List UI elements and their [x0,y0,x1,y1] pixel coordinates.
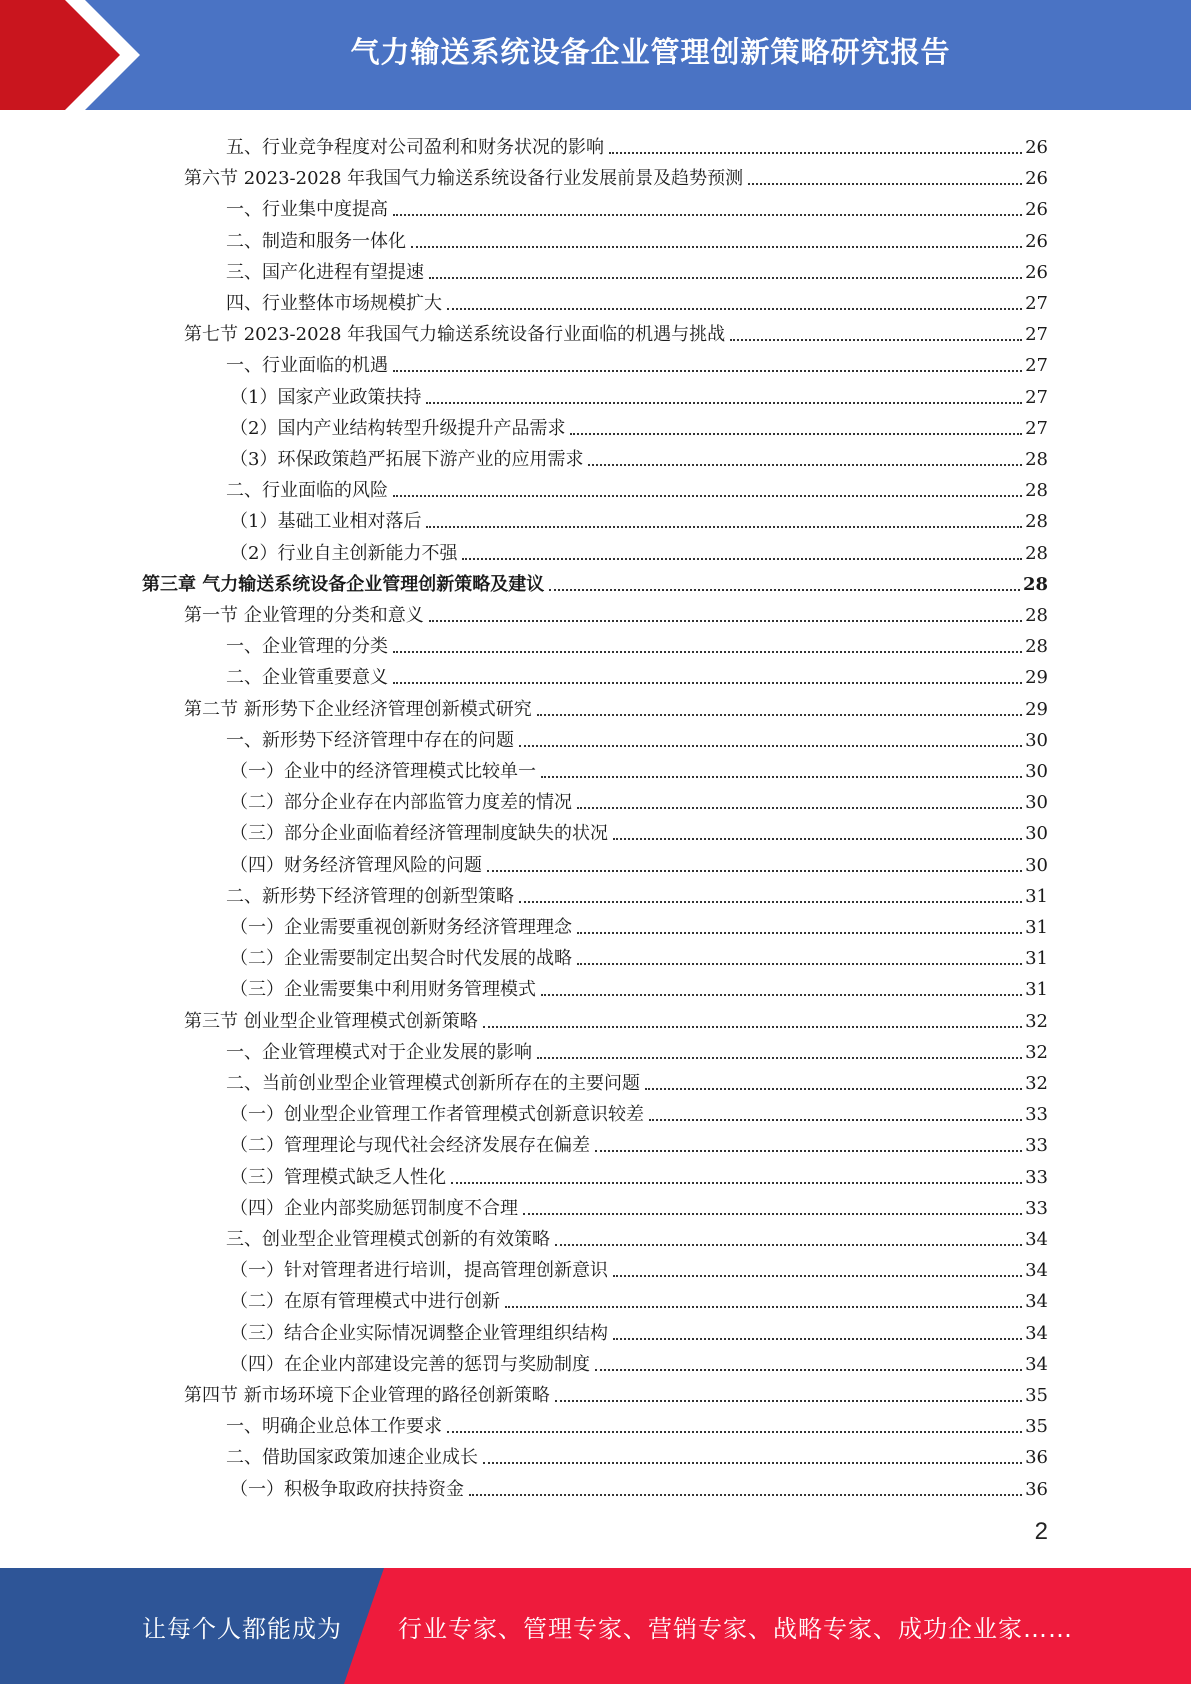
toc-entry-title: （二）管理理论与现代社会经济发展存在偏差 [230,1135,590,1157]
toc-entry-page: 29 [1025,667,1048,689]
toc-dot-leader [426,402,1022,404]
toc-dot-leader [588,464,1022,466]
toc-entry-page: 26 [1025,137,1048,158]
toc-entry-page: 34 [1025,1229,1048,1250]
toc-dot-leader [577,963,1022,965]
toc-entry-title: 第三章 气力输送系统设备企业管理创新策略及建议 [142,573,545,595]
toc-entry[interactable] [226,1033,1048,1064]
toc-entry[interactable] [230,502,1048,533]
toc-dot-leader [595,1369,1022,1371]
toc-entry[interactable] [230,970,1048,1001]
toc-dot-leader [613,838,1022,840]
toc-entry-title: 一、企业管理模式对于企业发展的影响 [226,1041,532,1063]
toc-entry-page: 27 [1025,293,1048,314]
toc-entry[interactable] [230,752,1048,783]
toc-entry[interactable] [226,1438,1048,1469]
toc-entry[interactable] [184,690,1048,721]
toc-dot-leader [555,1400,1022,1402]
toc-entry-title: （一）创业型企业管理工作者管理模式创新意识较差 [230,1104,644,1126]
toc-dot-leader [577,807,1022,809]
toc-entry-title: （2）行业自主创新能力不强 [230,542,458,564]
toc-entry-page: 33 [1025,1166,1048,1188]
toc-entry-title: 第六节 2023-2028 年我国气力输送系统设备行业发展前景及趋势预测 [184,168,744,190]
report-title: 气力输送系统设备企业管理创新策略研究报告 [350,34,951,69]
toc-entry[interactable] [184,315,1048,346]
toc-dot-leader [393,682,1022,684]
toc-entry-page: 33 [1025,1197,1048,1219]
toc-dot-leader [537,1057,1022,1059]
toc-entry-title: 二、借助国家政策加速企业成长 [226,1447,478,1469]
toc-entry[interactable] [226,627,1048,658]
toc-entry-page: 27 [1025,355,1048,377]
toc-entry-title: 第七节 2023-2028 年我国气力输送系统设备行业面临的机遇与挑战 [184,324,726,346]
toc-entry[interactable] [230,783,1048,814]
toc-dot-leader [555,1244,1022,1246]
toc-entry[interactable] [230,1126,1048,1157]
toc-entry-page: 31 [1025,979,1048,1001]
toc-dot-leader [549,589,1020,591]
toc-dot-leader [609,152,1022,154]
toc-entry-title: （三）部分企业面临着经济管理制度缺失的状况 [230,823,608,845]
toc-entry[interactable] [226,190,1048,221]
toc-entry-title: （一）企业中的经济管理模式比较单一 [230,761,536,782]
toc-entry-page: 36 [1025,1447,1048,1469]
footer-slogan-right: 行业专家、管理专家、营销专家、战略专家、成功企业家…… [398,1614,1073,1643]
toc-entry-page: 31 [1025,885,1048,907]
toc-dot-leader [393,370,1022,372]
toc-dot-leader [613,1275,1022,1277]
toc-entry-title: （四）企业内部奖励惩罚制度不合理 [230,1197,518,1219]
toc-entry-page: 35 [1025,1416,1048,1438]
toc-entry-page: 31 [1025,948,1048,970]
toc-entry[interactable] [226,1220,1048,1251]
toc-entry[interactable] [226,658,1048,689]
toc-entry[interactable] [230,908,1048,939]
toc-entry-title: 一、明确企业总体工作要求 [226,1416,442,1438]
toc-entry-page: 31 [1025,917,1048,938]
toc-entry-title: 二、制造和服务一体化 [226,230,406,252]
toc-entry-title: （2）国内产业结构转型升级提升产品需求 [230,417,566,439]
toc-entry-page: 28 [1025,605,1048,626]
toc-dot-leader [541,994,1022,996]
toc-entry-page: 28 [1025,449,1048,470]
toc-dot-leader [577,932,1022,934]
toc-entry[interactable] [226,253,1048,284]
toc-dot-leader [429,277,1022,279]
toc-entry[interactable] [230,409,1048,440]
red-arrow-decoration [0,0,160,110]
toc-entry-title: （一）企业需要重视创新财务经济管理理念 [230,917,572,938]
toc-dot-leader [519,901,1022,903]
toc-entry-page: 36 [1025,1478,1048,1500]
toc-entry-page: 26 [1025,230,1048,252]
toc-entry-title: 一、行业集中度提高 [226,199,388,221]
toc-entry[interactable] [226,222,1048,253]
toc-entry-page: 28 [1025,542,1048,564]
toc-entry[interactable] [230,1251,1048,1282]
toc-entry[interactable] [230,1282,1048,1313]
toc-entry-title: 第一节 企业管理的分类和意义 [184,605,424,626]
toc-dot-leader [519,745,1022,747]
toc-entry-page: 27 [1025,324,1048,346]
toc-entry-title: （3）环保政策趋严拓展下游产业的应用需求 [230,449,584,470]
toc-entry[interactable] [226,346,1048,377]
toc-entry[interactable] [226,128,1048,159]
toc-entry[interactable] [184,159,1048,190]
footer-slogan-left: 让每个人都能成为 [142,1614,342,1643]
toc-entry-title: 二、当前创业型企业管理模式创新所存在的主要问题 [226,1073,640,1094]
toc-entry-page: 26 [1025,199,1048,221]
toc-entry[interactable] [230,1345,1048,1376]
toc-entry-title: 四、行业整体市场规模扩大 [226,293,442,314]
toc-entry-title: （二）在原有管理模式中进行创新 [230,1291,500,1313]
toc-dot-leader [411,246,1022,248]
toc-entry-title: （一）针对管理者进行培训，提高管理创新意识 [230,1260,608,1282]
toc-dot-leader [483,1026,1022,1028]
toc-entry-page: 30 [1025,761,1048,782]
toc-entry-page: 32 [1025,1010,1048,1032]
toc-entry-page: 30 [1025,729,1048,751]
toc-dot-leader [447,1431,1022,1433]
toc-entry[interactable] [230,939,1048,970]
toc-entry[interactable] [230,1158,1048,1189]
toc-dot-leader [649,1119,1022,1121]
toc-entry-page: 34 [1025,1322,1048,1344]
toc-dot-leader [429,620,1022,622]
toc-dot-leader [447,308,1022,310]
toc-entry-title: （三）企业需要集中利用财务管理模式 [230,979,536,1001]
toc-entry[interactable] [230,1314,1048,1345]
toc-entry-page: 32 [1025,1041,1048,1063]
toc-entry[interactable] [230,534,1048,565]
toc-dot-leader [487,870,1022,872]
toc-dot-leader [505,1306,1022,1308]
toc-entry-title: （1）国家产业政策扶持 [230,386,422,408]
toc-dot-leader [462,558,1022,560]
toc-dot-leader [393,495,1022,497]
toc-entry[interactable] [226,1407,1048,1438]
toc-dot-leader [483,1462,1022,1464]
toc-entry-title: （一）积极争取政府扶持资金 [230,1478,464,1500]
toc-entry-title: 二、新形势下经济管理的创新型策略 [226,885,514,907]
toc-dot-leader [541,776,1022,778]
toc-entry[interactable] [226,284,1048,315]
toc-entry[interactable] [230,378,1048,409]
toc-entry-page: 34 [1025,1260,1048,1282]
toc-entry-title: 第四节 新市场环境下企业管理的路径创新策略 [184,1385,550,1406]
toc-entry-page: 35 [1025,1385,1048,1406]
toc-dot-leader [537,714,1022,716]
toc-entry-page: 30 [1025,854,1048,876]
toc-entry-page: 30 [1025,792,1048,814]
toc-entry-page: 28 [1025,511,1048,533]
toc-entry[interactable] [226,1064,1048,1095]
toc-dot-leader [469,1494,1022,1496]
toc-entry-title: 二、行业面临的风险 [226,480,388,502]
toc-dot-leader [426,526,1022,528]
toc-entry[interactable] [230,440,1048,471]
toc-dot-leader [595,1150,1022,1152]
toc-entry[interactable] [230,814,1048,845]
toc-entry[interactable] [184,1376,1048,1407]
toc-entry-title: （三）结合企业实际情况调整企业管理组织结构 [230,1322,608,1344]
toc-dot-leader [613,1338,1022,1340]
toc-dot-leader [393,214,1022,216]
toc-entry[interactable] [142,565,1048,596]
toc-entry-title: （三）管理模式缺乏人性化 [230,1166,446,1188]
toc-entry-title: （二）部分企业存在内部监管力度差的情况 [230,792,572,814]
toc-entry-page: 27 [1025,386,1048,408]
toc-entry[interactable] [230,1470,1048,1501]
toc-dot-leader [451,1182,1022,1184]
toc-dot-leader [748,183,1022,185]
toc-entry[interactable] [226,721,1048,752]
toc-entry-page: 26 [1025,261,1048,283]
page-number: 2 [1034,1518,1048,1545]
toc-entry[interactable] [226,877,1048,908]
toc-entry-title: （四）财务经济管理风险的问题 [230,854,482,876]
toc-entry-page: 33 [1025,1135,1048,1157]
toc-entry-title: 第三节 创业型企业管理模式创新策略 [184,1010,478,1032]
toc-entry-title: 一、行业面临的机遇 [226,355,388,377]
toc-dot-leader [570,433,1022,435]
toc-entry-page: 34 [1025,1353,1048,1375]
toc-entry-page: 26 [1025,168,1048,190]
toc-dot-leader [393,651,1022,653]
toc-entry-title: （1）基础工业相对落后 [230,511,422,533]
toc-entry-page: 32 [1025,1073,1048,1094]
toc-entry-title: 一、新形势下经济管理中存在的问题 [226,729,514,751]
toc-entry-page: 28 [1025,480,1048,502]
toc-dot-leader [730,339,1022,341]
toc-entry-page: 27 [1025,417,1048,439]
toc-entry-title: 三、国产化进程有望提速 [226,261,424,283]
toc-entry-page: 34 [1025,1291,1048,1313]
toc-entry-title: 五、行业竞争程度对公司盈利和财务状况的影响 [226,137,604,158]
toc-entry-page: 28 [1025,636,1048,658]
toc-entry-page: 33 [1025,1104,1048,1126]
toc-entry-page: 28 [1022,573,1048,595]
toc-entry-title: 三、创业型企业管理模式创新的有效策略 [226,1229,550,1250]
toc-entry[interactable] [230,1095,1048,1126]
toc-entry-title: 一、企业管理的分类 [226,636,388,658]
toc-entry[interactable] [230,1189,1048,1220]
toc-entry-title: 二、企业管重要意义 [226,667,388,689]
toc-entry[interactable] [184,596,1048,627]
page-footer [0,1568,1191,1684]
toc-entry-title: （四）在企业内部建设完善的惩罚与奖励制度 [230,1353,590,1375]
page-header [0,0,1191,110]
toc-entry[interactable] [184,1002,1048,1033]
toc-entry[interactable] [230,846,1048,877]
toc-dot-leader [523,1213,1022,1215]
toc-entry[interactable] [226,471,1048,502]
toc-dot-leader [645,1088,1022,1090]
toc-entry-page: 30 [1025,823,1048,845]
toc-entry-title: 第二节 新形势下企业经济管理创新模式研究 [184,698,532,720]
toc-entry-page: 29 [1025,698,1048,720]
toc-entry-title: （二）企业需要制定出契合时代发展的战略 [230,948,572,970]
